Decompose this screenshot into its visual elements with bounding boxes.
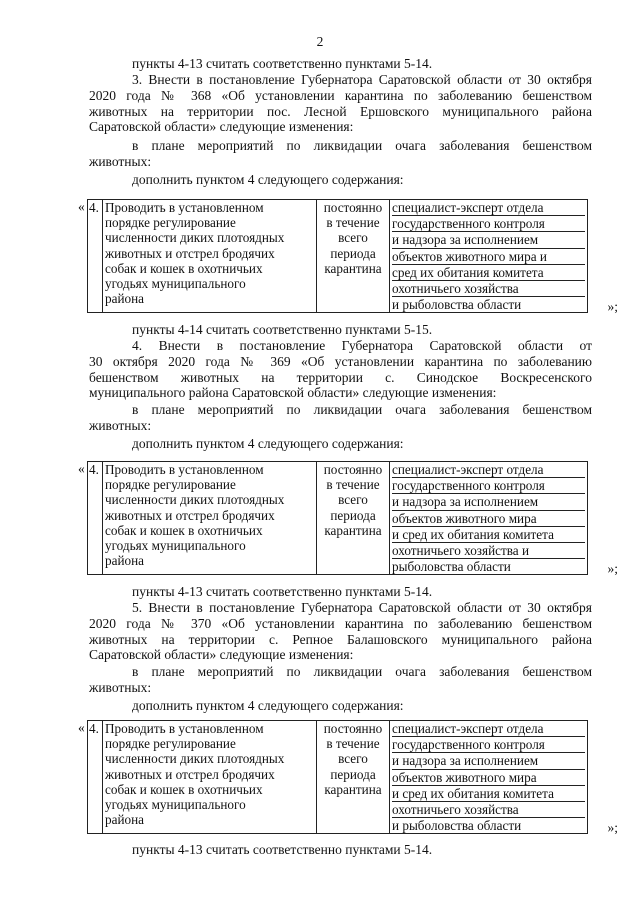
renumber-note: пункты 4-13 считать соответственно пунктами 5-14.	[132, 56, 433, 71]
period-text: постоянно в течение всего периода карантина	[317, 200, 390, 313]
period-text: постоянно в течение всего периода карантина	[317, 721, 390, 834]
page-number: 2	[316, 34, 324, 49]
close-quote: »;	[607, 820, 618, 835]
close-quote: »;	[607, 299, 618, 314]
measure-text: Проводить в установленном порядке регулирование численности диких плотоядных животных и отстрел бродячих собак и кошек в охотничьих угодьях муниципального района	[103, 462, 317, 575]
open-quote: «	[78, 199, 85, 214]
item-number: 4.	[88, 200, 103, 313]
inserted-table	[78, 199, 618, 317]
measures-table	[87, 199, 588, 313]
add-item-note: дополнить пунктом 4 следующего содержания:	[132, 172, 404, 187]
period-text: постоянно в течение всего периода карантина	[317, 462, 390, 575]
item-number: 4.	[88, 721, 103, 834]
amendment-paragraph: 3. Внести в постановление Губернатора Саратовской области от 30 октября 2020 года № 368 «Об установлении карантина по заболеванию бешенством животных на территории пос. Лесной Ершовского муниципального района Саратовской области» следующие изменения:	[89, 72, 592, 135]
item-number: 4.	[88, 462, 103, 575]
renumber-note: пункты 4-14 считать соответственно пунктами 5-15.	[132, 322, 433, 337]
plan-paragraph: в плане мероприятий по ликвидации очага заболевания бешенством животных:	[89, 402, 592, 433]
measure-text: Проводить в установленном порядке регулирование численности диких плотоядных животных и отстрел бродячих собак и кошек в охотничьих угодьях муниципального района	[103, 200, 317, 313]
plan-paragraph: в плане мероприятий по ликвидации очага заболевания бешенством животных:	[89, 664, 592, 695]
responsible-text: специалист-эксперт отдела государственного контроля и надзора за исполнением объектов животного мира и сред их обитания комитета охотничьего хозяйства и рыболовства области	[390, 462, 588, 575]
measure-text: Проводить в установленном порядке регулирование численности диких плотоядных животных и отстрел бродячих собак и кошек в охотничьих угодьях муниципального района	[103, 721, 317, 834]
table-row	[88, 721, 588, 834]
final-renumber-note: пункты 4-13 считать соответственно пунктами 5-14.	[132, 842, 433, 857]
open-quote: «	[78, 461, 85, 476]
close-quote: »;	[607, 561, 618, 576]
inserted-table	[78, 720, 618, 838]
renumber-note: пункты 4-13 считать соответственно пунктами 5-14.	[132, 584, 433, 599]
amendment-paragraph: 5. Внести в постановление Губернатора Саратовской области от 30 октября 2020 года № 370 «Об установлении карантина по заболеванию бешенством животных на территории с. Репное Балашовского муниципального района Саратовской области» следующие изменения:	[89, 600, 592, 663]
table-row	[88, 462, 588, 575]
inserted-table	[78, 461, 618, 579]
table-row	[88, 200, 588, 313]
measures-table	[87, 720, 588, 834]
plan-paragraph: в плане мероприятий по ликвидации очага заболевания бешенством животных:	[89, 138, 592, 169]
measures-table	[87, 461, 588, 575]
amendment-paragraph: 4. Внести в постановление Губернатора Саратовской области от 30 октября 2020 года № 369 «Об установлении карантина по заболеванию бешенством животных на территории с. Синодское Воскресенского муниципального района Саратовской области» следующие изменения:	[89, 338, 592, 401]
open-quote: «	[78, 720, 85, 735]
add-item-note: дополнить пунктом 4 следующего содержания:	[132, 436, 404, 451]
responsible-text: специалист-эксперт отдела государственного контроля и надзора за исполнением объектов животного мира и сред их обитания комитета охотничьего хозяйства и рыболовства области	[390, 721, 588, 834]
responsible-text: специалист-эксперт отдела государственного контроля и надзора за исполнением объектов животного мира и сред их обитания комитета охотничьего хозяйства и рыболовства области	[390, 200, 588, 313]
add-item-note: дополнить пунктом 4 следующего содержания:	[132, 698, 404, 713]
